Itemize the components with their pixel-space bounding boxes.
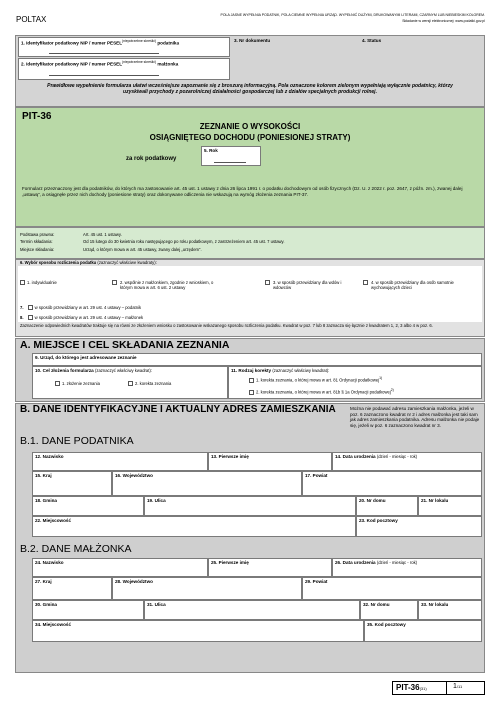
correction-type-81[interactable] — [249, 376, 382, 383]
place-label: Miejsce składania: — [20, 247, 55, 252]
fill-instructions: POLA JASNE WYPEŁNIA PODATNIK, POLA CIEMNE WYPEŁNIA URZĄD. WYPEŁNIĆ DUŻYMI, DRUKOWANYMI LITERAMI, CZARNYM LUB NIEBIESKIM KOLOREM. — [220, 13, 485, 17]
spouse-apartment-field[interactable] — [418, 600, 482, 620]
taxpayer-firstname-label: 13. Pierwsze imię — [211, 454, 249, 459]
form-code: PIT-36 — [22, 111, 52, 122]
taxpayer-nip-label: 1. Identyfikator podatkowy NIP / numer PESEL — [21, 40, 122, 46]
taxpayer-apartment-label: 21. Nr lokalu — [421, 498, 449, 503]
correction-81b-footnote: 2) — [390, 388, 394, 392]
settlement-title-text: 6. Wybór sposobu rozliczenia podatku — [20, 260, 97, 265]
spouse-street-label: 31. Ulica — [147, 602, 166, 607]
correction-81-footnote: 1) — [379, 376, 383, 380]
spouse-municipality-field[interactable] — [32, 600, 144, 620]
place-value: Urząd, o którym mowa w art. 45 ustawy, zwany dalej „urzędem”. — [83, 247, 202, 252]
option-8-label: w sposób przewidziany w art. 29 ust. 4 ustawy – małżonek — [34, 315, 144, 320]
settlement-title — [20, 260, 157, 265]
spouse-municipality-label: 30. Gmina — [35, 602, 57, 607]
form-title-line2: OSIĄGNIĘTEGO DOCHODU (PONIESIONEJ STRATY) — [149, 133, 351, 142]
option-7-label: w sposób przewidziany w art. 29 ust. 4 ustawy – podatnik — [34, 305, 142, 310]
spouse-birthdate-label: 26. Data urodzenia — [335, 560, 376, 565]
taxpayer-birthdate-field[interactable] — [332, 452, 482, 471]
correction-type-label: 11. Rodzaj korekty — [231, 368, 272, 373]
taxpayer-municipality-field[interactable] — [32, 496, 144, 516]
settlement-option-individual[interactable] — [20, 280, 57, 285]
taxpayer-nip-ticks — [49, 51, 159, 54]
correction-81b-checkbox[interactable] — [249, 390, 254, 395]
taxpayer-street-label: 19. Ulica — [147, 498, 166, 503]
taxpayer-nip-pesel-field[interactable] — [18, 37, 230, 57]
filing-option[interactable] — [55, 381, 100, 386]
single-parent-label: 4. w sposób przewidziany dla osób samotnie wychowujących dzieci — [371, 280, 454, 291]
option-8-number: 8. — [20, 315, 24, 320]
correction-type-note: (zaznaczyć właściwy kwadrat): — [272, 368, 330, 373]
taxpayer-apartment-field[interactable] — [418, 496, 482, 516]
taxpayer-municipality-label: 18. Gmina — [35, 498, 57, 503]
correction-type-81b[interactable] — [249, 388, 394, 395]
taxpayer-surname-label: 12. Nazwisko — [35, 454, 64, 459]
spouse-apartment-label: 33. Nr lokalu — [421, 602, 449, 607]
correction-81-label: 1. korekta zeznania, o której mowa w art. 81 Ordynacji podatkowej — [256, 377, 380, 383]
spouse-nip-pesel-field[interactable] — [18, 58, 230, 80]
spouse-birthdate-field[interactable] — [332, 558, 482, 577]
spouse-nip-suffix: małżonka — [157, 61, 179, 67]
form-purpose-note: (zaznaczyć właściwy kwadrat): — [94, 368, 152, 373]
tax-year-ticks — [214, 160, 246, 163]
single-parent-checkbox[interactable] — [363, 280, 368, 285]
spouse-postal-code-field[interactable] — [364, 620, 482, 642]
spouse-nip-label: 2. Identyfikator podatkowy NIP / numer PESEL — [21, 61, 122, 67]
section-b2-title: B.2. DANE MAŁŻONKA — [20, 543, 132, 555]
filing-checkbox[interactable] — [55, 381, 60, 386]
taxpayer-postal-code-label: 23. Kod pocztowy — [359, 518, 398, 523]
form-brand: POLTAX — [16, 15, 47, 24]
spouse-firstname-label: 25. Pierwsze imię — [211, 560, 249, 565]
spouse-city-field[interactable] — [32, 620, 364, 642]
correction-81b-label: 2. korekta zeznania, o której mowa w art. 81b § 1a Ordynacji podatkowej — [256, 389, 391, 395]
spouse-firstname-field[interactable] — [208, 558, 332, 577]
footer-version: (31) — [419, 686, 427, 691]
section-a-title: A. MIEJSCE I CEL SKŁADANIA ZEZNANIA — [20, 339, 230, 351]
taxpayer-nip-note: (niepotrzebne skreślić) — [122, 39, 157, 43]
settlement-option-joint[interactable] — [112, 280, 222, 290]
settlement-title-note: (zaznaczyć właściwe kwadraty): — [97, 260, 157, 265]
form-purpose-field — [32, 366, 228, 399]
taxpayer-surname-field[interactable] — [32, 452, 208, 471]
page-total: /11 — [456, 684, 463, 689]
widow-label: 3. w sposób przewidziany dla wdów i wdowców — [273, 280, 342, 291]
spouse-house-number-label: 32. Nr domu — [363, 602, 390, 607]
taxpayer-nip-suffix: podatnika — [157, 40, 180, 46]
legal-basis-label: Podstawa prawna: — [20, 232, 55, 237]
section-b-note: Można nie podawać adresu zamieszkania małżonka, jeżeli w poz. 6 zaznaczono kwadrat nr 2 i adres małżonka jest taki sam jak adres zamieszkania podatnika. Adresu małżonka nie podaje się, jeżeli w poz. 6 zaznaczono kwadrat nr 3. — [350, 406, 480, 428]
form-title-line1: ZEZNANIE O WYSOKOŚCI — [199, 122, 301, 131]
spouse-surname-label: 24. Nazwisko — [35, 560, 64, 565]
correction-checkbox[interactable] — [128, 381, 133, 386]
taxpayer-county-field[interactable] — [302, 471, 482, 496]
taxpayer-county-label: 17. Powiat — [305, 473, 328, 478]
option-8-row[interactable] — [20, 315, 143, 320]
filing-label: 1. złożenie zeznania — [62, 381, 100, 386]
document-number-label: 3. Nr dokumentu — [234, 38, 271, 43]
tax-year-label: za rok podatkowy — [126, 156, 177, 162]
taxpayer-country-field[interactable] — [32, 471, 112, 496]
document-number-field — [232, 37, 356, 80]
correction-option[interactable] — [128, 381, 171, 386]
widow-checkbox[interactable] — [265, 280, 270, 285]
taxpayer-house-number-label: 20. Nr domu — [359, 498, 386, 503]
form-purpose-label: 10. Cel złożenia formularza — [35, 368, 94, 373]
correction-81-checkbox[interactable] — [249, 378, 254, 383]
joint-checkbox[interactable] — [112, 280, 117, 285]
settlement-option-widow[interactable] — [265, 280, 355, 290]
page-current: 1 — [453, 683, 457, 690]
spouse-voivodeship-label: 28. Województwo — [115, 579, 153, 584]
spouse-city-label: 34. Miejscowość — [35, 622, 72, 627]
settlement-option-single-parent[interactable] — [363, 280, 478, 290]
settlement-options — [18, 266, 482, 322]
individual-label: 1. indywidualnie — [27, 280, 57, 285]
tax-year-field-label: 5. Rok — [204, 148, 218, 153]
tax-year-field[interactable] — [201, 146, 261, 166]
taxpayer-street-field[interactable] — [144, 496, 356, 516]
spouse-nip-ticks — [49, 73, 159, 76]
taxpayer-voivodeship-field[interactable] — [112, 471, 302, 496]
footer-code: PIT-36 — [396, 683, 420, 692]
footer-form-code — [396, 683, 427, 692]
spouse-voivodeship-field[interactable] — [112, 577, 302, 600]
spouse-house-number-field[interactable] — [360, 600, 418, 620]
individual-checkbox[interactable] — [20, 280, 25, 285]
spouse-street-field[interactable] — [144, 600, 360, 620]
option-7-number: 7. — [20, 305, 24, 310]
option-7-checkbox[interactable] — [28, 305, 33, 310]
section-b-title: B. DANE IDENTYFIKACYJNE I AKTUALNY ADRES ZAMIESZKANIA — [20, 404, 336, 415]
spouse-birthdate-note: (dzień - miesiąc - rok) — [376, 560, 418, 565]
section-b1-title: B.1. DANE PODATNIKA — [20, 435, 134, 447]
intro-note: Prawidłowe wypełnienie formularza ułatwi wcześniejsze zapoznanie się z broszurą informacyjną. Pola oznaczone kolorem zielonym wypełniają wyłącznie podatnicy, którzy uzyskiwali przychody z pozarolniczej działalności gospodarczej lub z działów specjalnych produkcji rolnej. — [47, 83, 453, 95]
spouse-county-field[interactable] — [302, 577, 482, 600]
footer-divider — [446, 681, 447, 695]
correction-label: 2. korekta zeznania — [135, 381, 172, 386]
status-label: 4. Status — [362, 38, 382, 43]
form-purpose: Formularz przeznaczony jest dla podatników, do których ma zastosowanie art. 45 ust. 1 ustawy z dnia 26 lipca 1991 r. o podatku dochodowym od osób fizycznych (Dz. U. z 2022 r. poz. 2647, z późn. zm.), zwanej dalej „ustawą”, a osiągnęłe przez nich dochody (poniesione straty) oraz dokonywane odliczenia nie wskazują na wymóg złożenia zeznania PIT-37. — [22, 186, 463, 197]
taxpayer-house-number-field[interactable] — [356, 496, 418, 516]
correction-type-field — [228, 366, 482, 399]
deadline-value: Od 15 lutego do 30 kwietnia roku następującego po roku podatkowym, z zastrzeżeniem art. 45 ust. 7 ustawy. — [83, 239, 285, 244]
taxpayer-postal-code-field[interactable] — [356, 516, 482, 537]
joint-label: 2. wspólnie z małżonkiem, zgodnie z wnioskiem, o którym mowa w art. 6 ust. 2 ustawy — [120, 280, 214, 291]
taxpayer-firstname-field[interactable] — [208, 452, 332, 471]
spouse-county-label: 29. Powiat — [305, 579, 328, 584]
spouse-surname-field[interactable] — [32, 558, 208, 577]
footer-page-number — [453, 683, 462, 690]
spouse-postal-code-label: 35. Kod pocztowy — [367, 622, 406, 627]
settlement-note: Zaznaczenie odpowiednich kwadratów traktuje się na równi ze złożeniem wniosku o zastosowanie wskazanego sposobu rozliczenia podatku. Kwadrat w poz. 7 lub 8 zaznacza się łącznie z kwadratem 1, 2, 3 albo 4 w poz. 6. — [20, 323, 433, 328]
option-8-checkbox[interactable] — [28, 315, 33, 320]
electronic-filing-note: Składanie w wersji elektronicznej: www.podatki.gov.pl — [402, 19, 485, 23]
legal-basis-value: Art. 45 ust. 1 ustawy. — [83, 232, 122, 237]
taxpayer-city-field[interactable] — [32, 516, 356, 537]
spouse-nip-note: (niepotrzebne skreślić) — [122, 60, 157, 64]
option-7-row[interactable] — [20, 305, 141, 310]
taxpayer-birthdate-note: (dzień - miesiąc - rok) — [376, 454, 418, 459]
taxpayer-city-label: 22. Miejscowość — [35, 518, 72, 523]
spouse-country-field[interactable] — [32, 577, 112, 600]
tax-office-label: 9. Urząd, do którego jest adresowane zeznanie — [35, 355, 137, 360]
taxpayer-birthdate-label: 14. Data urodzenia — [335, 454, 376, 459]
spouse-country-label: 27. Kraj — [35, 579, 52, 584]
taxpayer-country-label: 15. Kraj — [35, 473, 52, 478]
taxpayer-voivodeship-label: 16. Województwo — [115, 473, 153, 478]
tax-office-field[interactable] — [32, 353, 482, 366]
status-field — [360, 37, 482, 80]
deadline-label: Termin składania: — [20, 239, 53, 244]
